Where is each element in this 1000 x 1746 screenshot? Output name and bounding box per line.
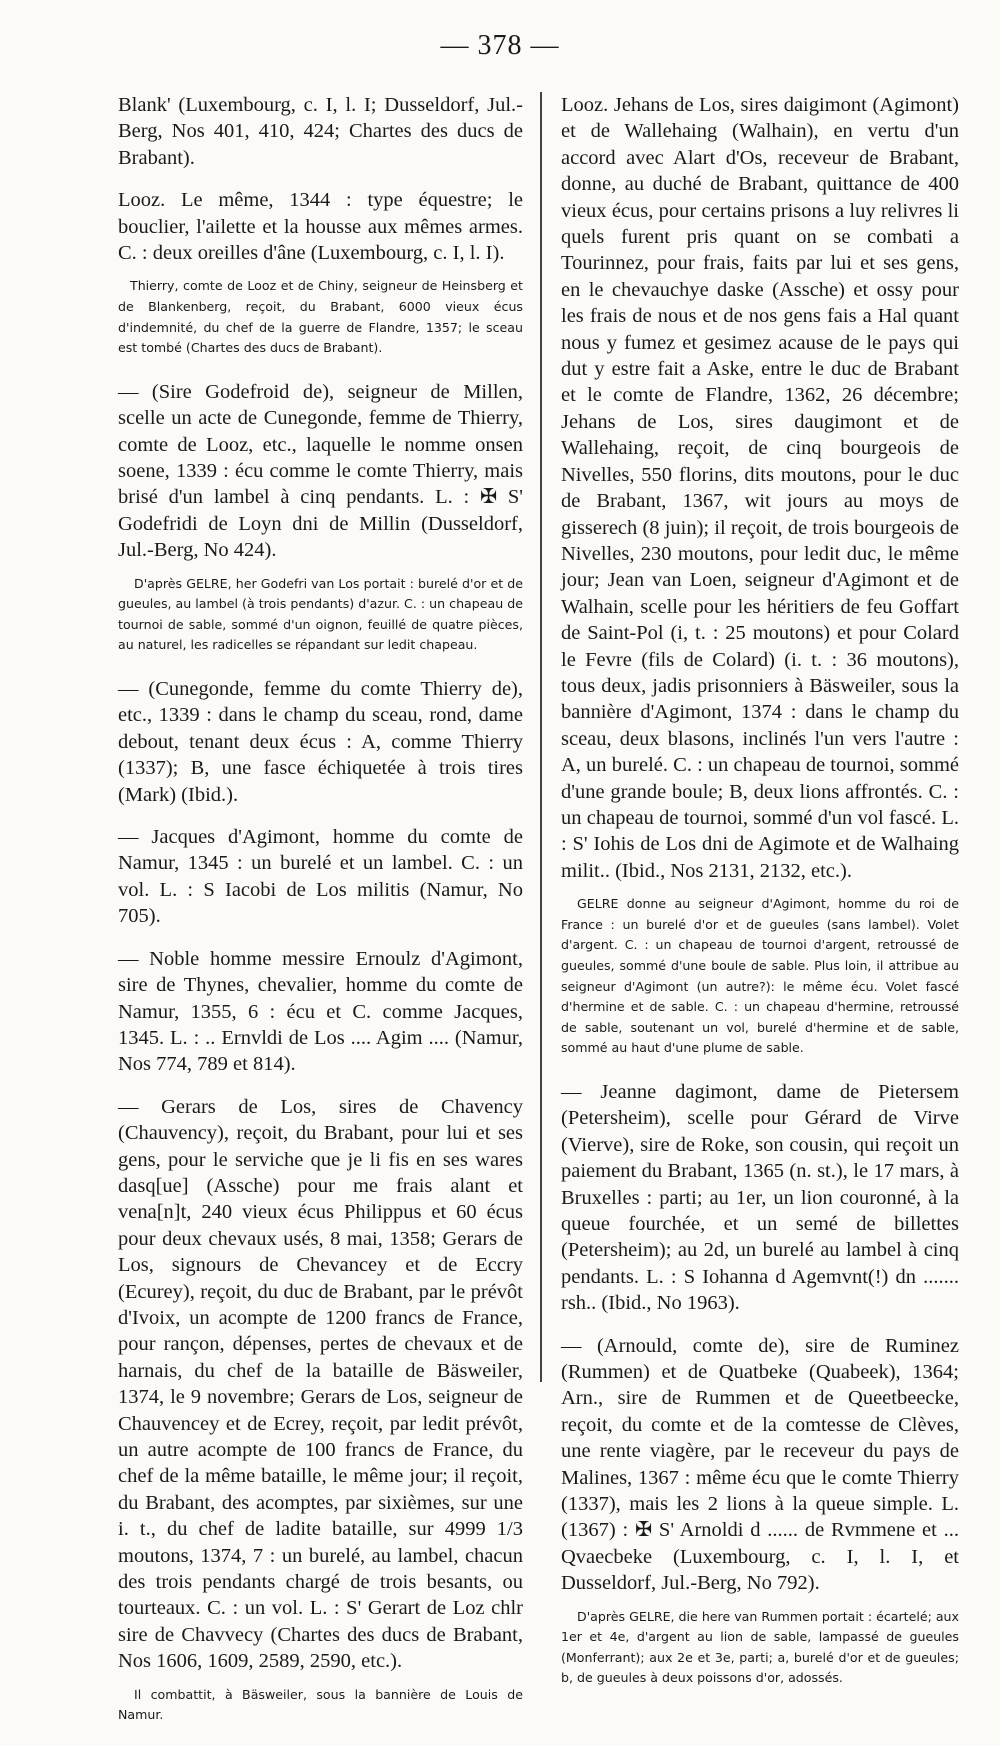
entry-text: — Jacques d'Agimont, homme du comte de Namur, 1345 : un burelé et un lambel. C. : un vol. L. : S Iacobi de Los militis (Namur, No 705). <box>118 826 523 928</box>
entry <box>118 92 523 171</box>
entry <box>118 187 523 266</box>
entry-text: Blank' (Luxembourg, c. I, l. I; Dusseldorf, Jul.-Berg, Nos 401, 410, 424; Chartes des ducs de Brabant). <box>118 94 523 169</box>
entry-text: — Jeanne dagimont, dame de Pietersem (Petersheim), scelle pour Gérard de Virve (Vierve), sire de Roke, son cousin, qui reçoit un paiement du Brabant, 1365 (n. st.), le 17 mars, à Bruxelles : parti; au 1er, un lion couronné, à la queue fourchée, et un semé de billettes (Petersheim); au 2d, un burelé au lambel à cinq pendants. L. : S Iohanna d Agemvnt(!) dn ....... rsh.. (Ibid., No 1963). <box>561 1080 959 1315</box>
entry <box>118 946 523 1078</box>
footnote: Il combattit, à Bäsweiler, sous la bannière de Louis de Namur. <box>118 1686 523 1723</box>
entry-text: — Gerars de Los, sires de Chavency (Chauvency), reçoit, du Brabant, pour lui et ses gens, pour le serviche que je li fis en ses wares dasq[ue] (Assche) pour me frais alant et vena[n]t, 240 vieux écus Philippus et 60 écus pour deux chevaux usés, 8 mai, 1358; Gerars de Los, signours de Chevancey et de Eccry (Ecurey), reçoit, du duc de Brabant, par le prévôt d'Ivoix, un acompte de 1200 francs de France, pour rançon, dépenses, pertes de chevaux et de harnais, du chef de la bataille de Bäsweiler, 1374, le 9 novembre; Gerars de Los, seigneur de Chauvencey et de Ecrey, reçoit, par ledit prévôt, un autre acompte de 100 francs de France, du chef de la même bataille, le même jour; il reçoit, du Brabant, des acomptes, par sixièmes, sur une i. t., du chef de ladite bataille, sur 4999 1/3 moutons, 1374, 7 : un burelé, au lambel, chacun des trois pendants chargé de trois besants, ou tourteaux. C. : un vol. L. : S' Gerart de Loz chlr sire de Chavvecy (Chartes des ducs de Brabant, Nos 1606, 1609, 2589, 2590, etc.). <box>118 1095 523 1673</box>
entry <box>118 1094 523 1675</box>
footnote: GELRE donne au seigneur d'Agimont, homme du roi de France : un burelé d'or et de gueules (sans lambel). Volet d'argent. C. : un chapeau de tournoi d'argent, retroussé de gueules, sommé d'une boule de sable. Plus loin, il attribue au seigneur d'Agimont (un autre?): le même écu. Volet fascé d'hermine et de sable. C. : un chapeau d'hermine, retroussé de sable, soutenant un vol, burelé d'hermine et de sable, sommé au haut d'une plume de sable. <box>561 896 959 1056</box>
entry <box>561 92 959 884</box>
entry <box>118 676 523 808</box>
entry-text: Looz. Le même, 1344 : type équestre; le bouclier, l'ailette et la housse aux mêmes armes. C. : deux oreilles d'âne (Luxembourg, c. I, l. I). <box>118 189 523 265</box>
right-column <box>561 92 959 1709</box>
entry-text: — (Cunegonde, femme du comte Thierry de), etc., 1339 : dans le champ du sceau, rond, dame debout, tenant deux écus : A, comme Thierry (1337); B, une fasce échiquetée à trois tires (Mark) (Ibid.). <box>118 678 523 806</box>
entry-text: — (Sire Godefroid de), seigneur de Millen, scelle un acte de Cunegonde, femme de Thierry, comte de Looz, etc., laquelle le nomme onsen soene, 1339 : écu comme le comte Thierry, mais brisé d'un lambel à cinq pendants. L. : ✠ S' Godefridi de Loyn dni de Millin (Dusseldorf, Jul.-Berg, No 424). <box>118 380 523 562</box>
entry-text: — (Arnould, comte de), sire de Ruminez (Rummen) et de Quatbeke (Quabeek), 1364; Arn., sire de Rummen et de Queetbeecke, reçoit, du comte et de la comtesse de Clèves, une rente viagère, par le receveur du pays de Malines, 1367 : même écu que le comte Thierry (1337), mais les 2 lions à la queue simple. L. (1367) : ✠ S' Arnoldi d ...... de Rvmmene et ... Qvaecbeke (Luxembourg, c. I, l. I, et Dusseldorf, Jul.-Berg, No 792). <box>561 1334 959 1595</box>
column-divider <box>540 92 542 1382</box>
page-number: — 378 — <box>440 30 560 61</box>
entry <box>118 824 523 930</box>
entry-text: — Noble homme messire Ernoulz d'Agimont, sire de Thynes, chevalier, homme du comte de Namur, 1355, 6 : écu et C. comme Jacques, 1345. L. : .. Ernvldi de Los .... Agim .... (Namur, Nos 774, 789 et 814). <box>118 947 523 1076</box>
entry <box>561 1333 959 1597</box>
footnote: D'après GELRE, die here van Rummen portait : écartelé; aux 1er et 4e, d'argent au lion de sable, lampassé de gueules (Monferrant); aux 2e et 3e, parti; a, burelé d'or et de gueules; b, de gueules à deux poissons d'or, adossés. <box>561 1608 959 1686</box>
footnote: Thierry, comte de Looz et de Chiny, seigneur de Heinsberg et de Blankenberg, reçoit, du Brabant, 6000 vieux écus d'indemnité, du chef de la guerre de Flandre, 1357; le sceau est tombé (Chartes des ducs de Brabant). <box>118 278 523 356</box>
left-column <box>118 92 523 1746</box>
entry <box>561 1079 959 1317</box>
entry <box>118 379 523 564</box>
footnote: D'après GELRE, her Godefri van Los portait : burelé d'or et de gueules, au lambel (à trois pendants) d'azur. C. : un chapeau de tournoi de sable, sommé d'un oignon, feuillé de quatre pièces, au naturel, les radicelles se répandant sur ledit chapeau. <box>118 575 523 653</box>
entry-text: Looz. Jehans de Los, sires daigimont (Agimont) et de Wallehaing (Walhain), en vertu d'un accord avec Alart d'Os, receveur de Brabant, donne, au duché de Brabant, quittance de 400 vieux écus, pour certains prisons a luy relivres li quels furent pris quant on se combati a Tourinnez, pour frais, faits par lui et ses gens, en le chevauchye daske (Assche) et ossy pour les frais de nous et de nos gens fais a Hal quant nous y fumez et gesimez acause de le pays qui dut y estre fait a Aske, entre le duc de Brabant et le comte de Flandre, 1362, 26 décembre; Jehans de Los, sires daugimont et de Wallehaing, reçoit, de cinq bourgeois de Nivelles, 550 florins, dits moutons, pour le duc de Brabant, 1367, wit jours au moys de gisserech (8 juin); il reçoit, de trois bourgeois de Nivelles, 230 moutons, pour ledit duc, le même jour; Jean van Loen, seigneur d'Agimont et de Walhain, scelle pour les héritiers de feu Goffart de Saint-Pol (i, t. : 25 moutons) et pour Colard le Fevre (fils de Colard) (i. t. : 36 moutons), tous deux, jadis prisonniers à Bäsweiler, sous la bannière d'Agimont, 1374 : dans le champ du sceau, deux blasons, inclinés l'un vers l'autre : A, un burelé. C. : un chapeau de tournoi, sommé d'une grande boule; B, deux lions affrontés. C. : un chapeau de tournoi, sommé d'un vol fascé. L. : S' Iohis de Los dni de Agimote et de Walhaing milit.. (Ibid., Nos 2131, 2132, etc.). <box>561 94 959 882</box>
